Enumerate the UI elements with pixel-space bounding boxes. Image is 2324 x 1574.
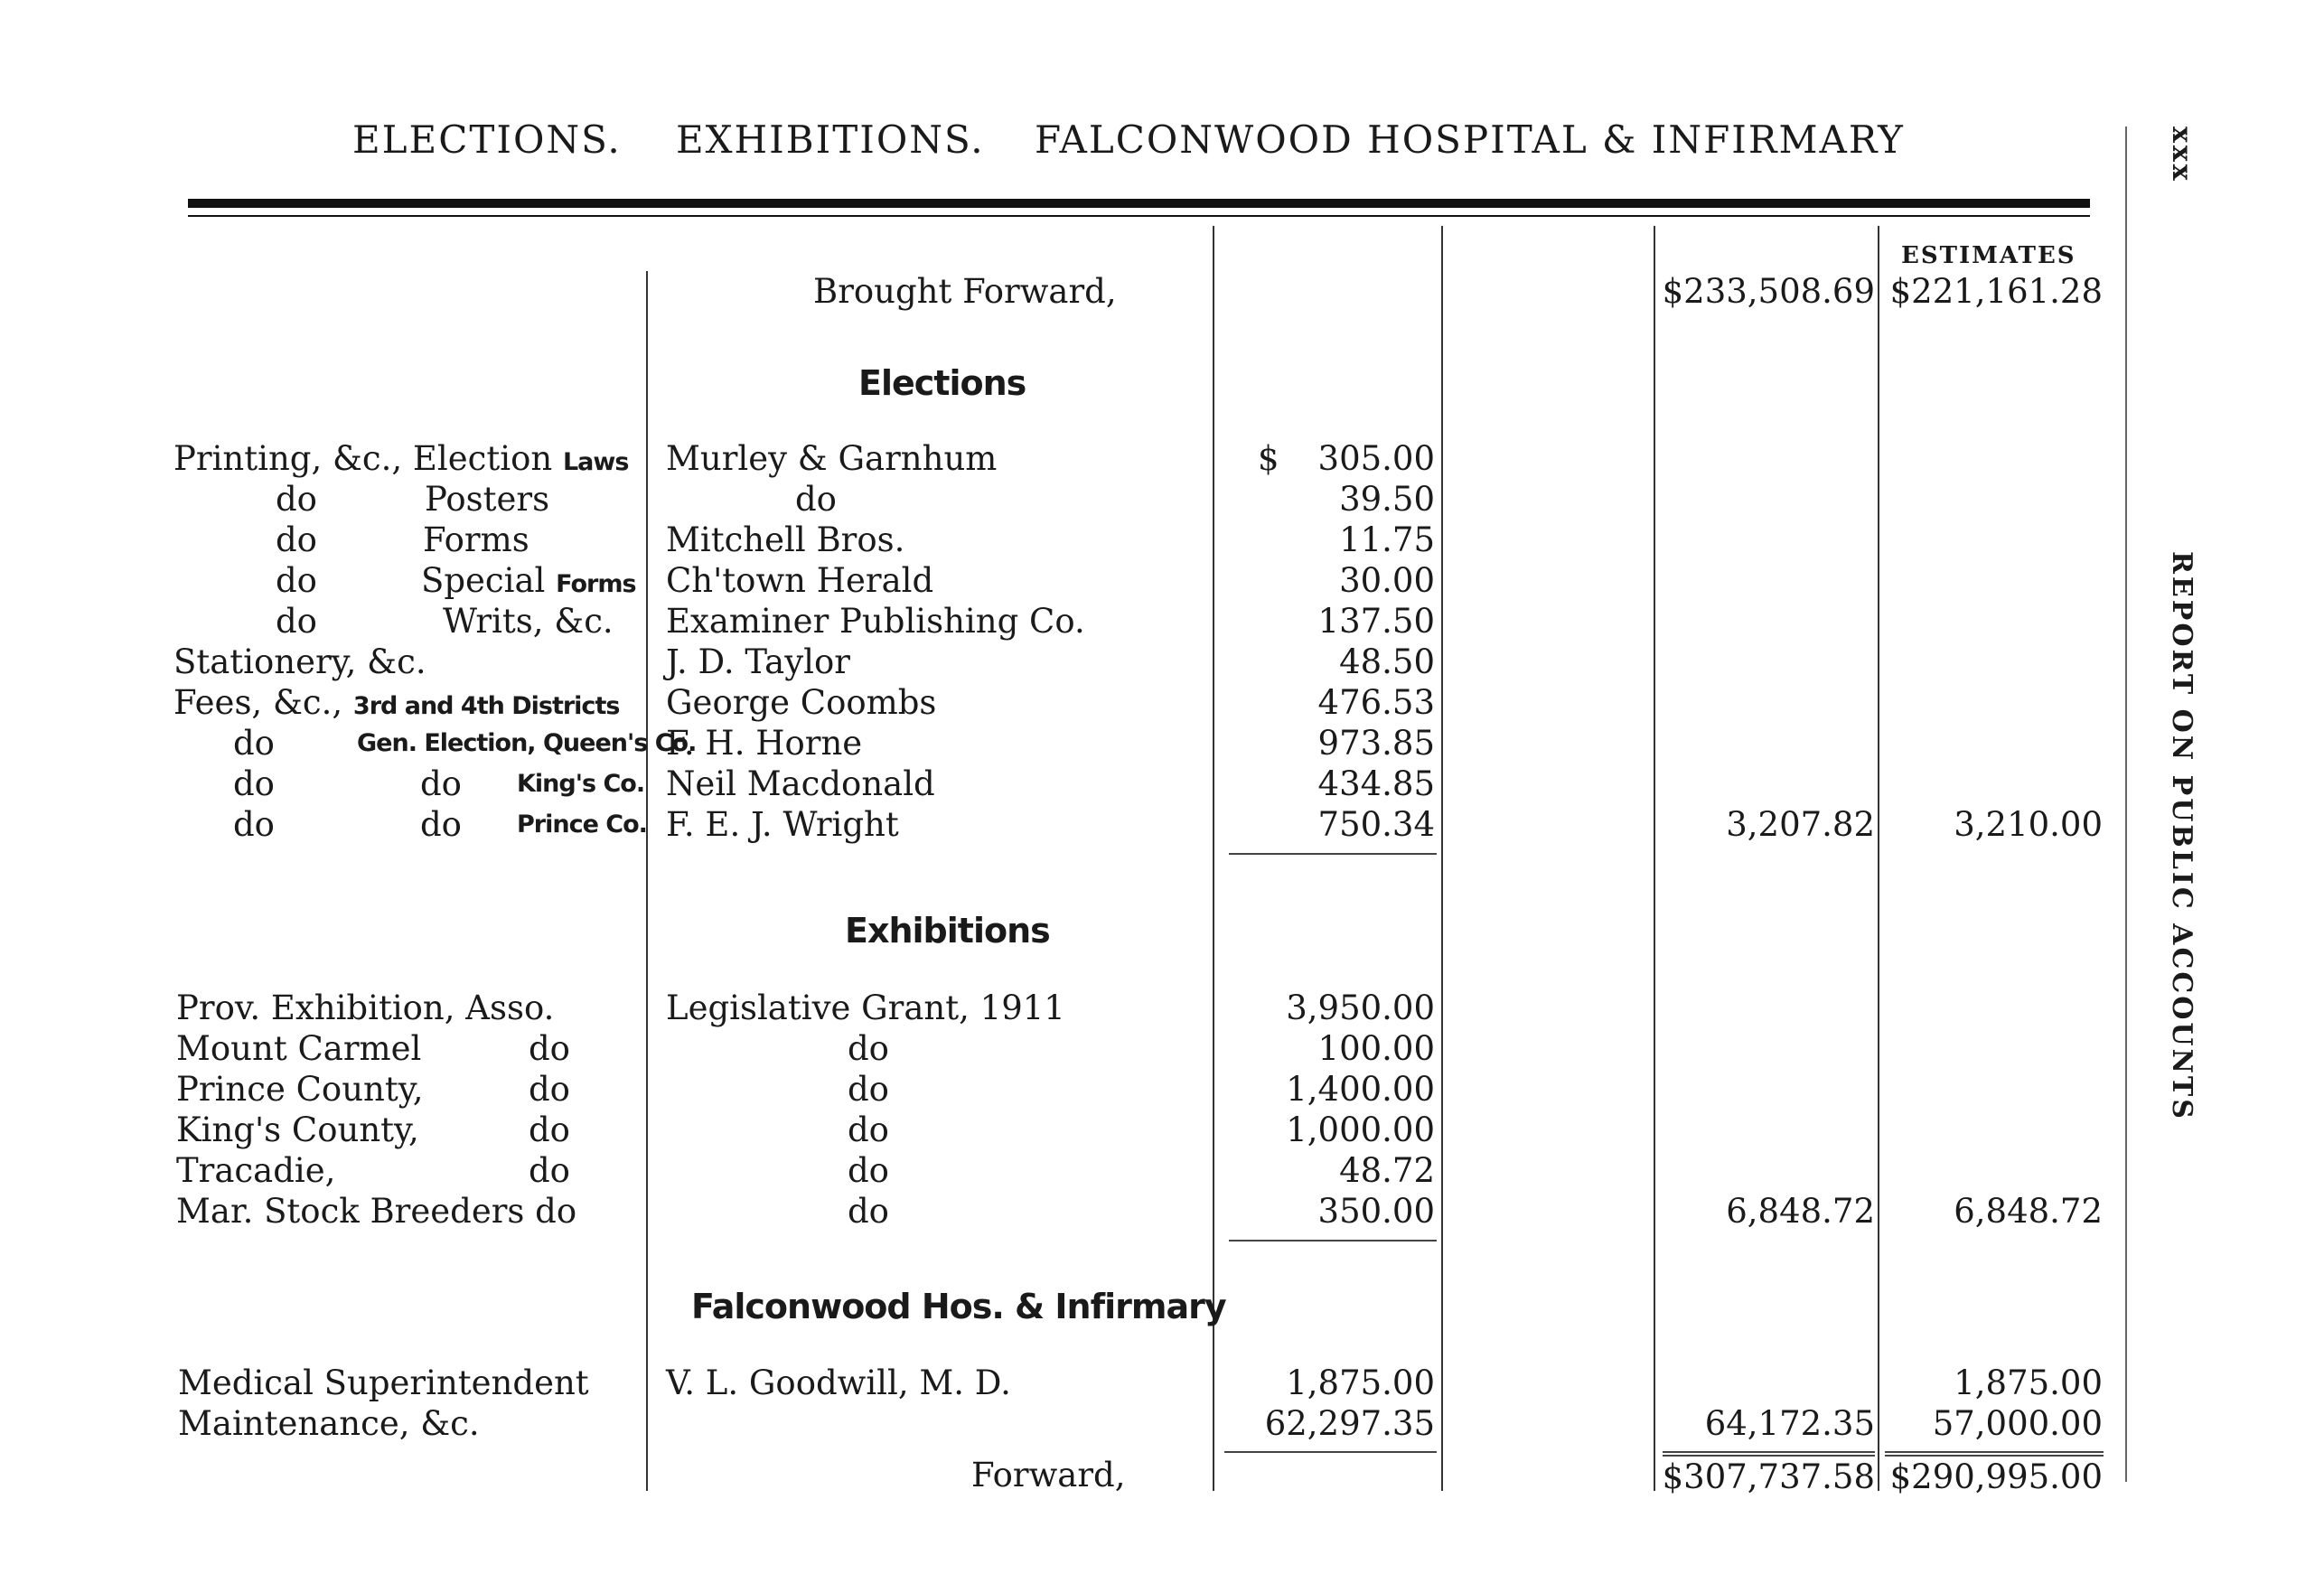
forward-label: Forward, bbox=[971, 1456, 1126, 1494]
estimates-label: ESTIMATES bbox=[1901, 242, 2076, 269]
dollar-sign: $ bbox=[1258, 439, 1279, 478]
item-do: do bbox=[276, 480, 317, 519]
col-line-4 bbox=[1654, 226, 1655, 1491]
exhibitions-sum-rule bbox=[1229, 1240, 1437, 1241]
payee: Examiner Publishing Co. bbox=[666, 602, 1085, 641]
page-number: xxx bbox=[2166, 126, 2197, 183]
payee: do bbox=[795, 480, 837, 519]
header-elections: ELECTIONS. bbox=[352, 117, 622, 162]
amount: 1,400.00 bbox=[1286, 1070, 1435, 1109]
falconwood-total: 64,172.35 bbox=[1704, 1404, 1875, 1443]
item: Prince County, bbox=[176, 1070, 424, 1109]
falconwood-title: Falconwood Hos. & Infirmary bbox=[691, 1287, 1226, 1326]
amount: 350.00 bbox=[1317, 1192, 1435, 1231]
amount: 30.00 bbox=[1339, 561, 1435, 600]
item-do: do bbox=[529, 1070, 570, 1109]
elections-title: Elections bbox=[858, 363, 1026, 403]
item: Prov. Exhibition, Asso. bbox=[176, 988, 555, 1027]
brought-forward-label: Brought Forward, bbox=[813, 272, 1117, 311]
amount: 3,950.00 bbox=[1286, 988, 1435, 1027]
amount: 434.85 bbox=[1317, 764, 1435, 803]
estimate: 1,875.00 bbox=[1954, 1363, 2103, 1402]
amount: 11.75 bbox=[1339, 520, 1435, 559]
exhibitions-estimate: 6,848.72 bbox=[1954, 1192, 2103, 1231]
payee: do bbox=[848, 1070, 889, 1109]
item-do: do bbox=[233, 805, 275, 844]
item-do: do bbox=[420, 764, 462, 803]
amount: 973.85 bbox=[1317, 724, 1435, 763]
amount: 48.50 bbox=[1339, 642, 1435, 681]
item: Tracadie, bbox=[176, 1151, 336, 1190]
amount: 100.00 bbox=[1317, 1029, 1435, 1068]
payee: Murley & Garnhum bbox=[666, 439, 998, 478]
item-detail: Writs, &c. bbox=[443, 602, 614, 641]
falconwood-sum-rule bbox=[1224, 1451, 1437, 1453]
amount: 137.50 bbox=[1317, 602, 1435, 641]
forward-estimate: $290,995.00 bbox=[1889, 1457, 2103, 1496]
amount: 62,297.35 bbox=[1264, 1404, 1435, 1443]
item-do: do bbox=[529, 1029, 570, 1068]
item-detail: Gen. Election, Queen's Co. bbox=[357, 729, 697, 757]
brought-forward-estimate: $221,161.28 bbox=[1889, 272, 2103, 311]
item-do: do bbox=[529, 1151, 570, 1190]
payee: F. H. Horne bbox=[666, 724, 863, 763]
header-rule-thick bbox=[188, 199, 2090, 208]
side-title: REPORT ON PUBLIC ACCOUNTS bbox=[2166, 551, 2197, 1121]
item: Fees, &c., 3rd and 4th Districts bbox=[173, 683, 620, 722]
item-do: do bbox=[233, 724, 275, 763]
col-line-5 bbox=[1878, 226, 1879, 1491]
item-do: do bbox=[420, 805, 462, 844]
item-do: do bbox=[276, 602, 317, 641]
payee: George Coombs bbox=[666, 683, 937, 722]
item: Mar. Stock Breeders do bbox=[176, 1192, 577, 1231]
brought-forward-total: $233,508.69 bbox=[1662, 272, 1875, 311]
payee: do bbox=[848, 1151, 889, 1190]
item: Maintenance, &c. bbox=[178, 1404, 480, 1443]
item-do: do bbox=[233, 764, 275, 803]
amount: 305.00 bbox=[1317, 439, 1435, 478]
amount: 1,000.00 bbox=[1286, 1110, 1435, 1149]
item-detail: Forms bbox=[423, 520, 529, 559]
header-falconwood: FALCONWOOD HOSPITAL & INFIRMARY bbox=[1035, 117, 1905, 162]
item: King's County, bbox=[176, 1110, 419, 1149]
payee: Ch'town Herald bbox=[666, 561, 934, 600]
amount: 1,875.00 bbox=[1286, 1363, 1435, 1402]
elections-estimate: 3,210.00 bbox=[1954, 805, 2103, 844]
payee: do bbox=[848, 1110, 889, 1149]
payee: do bbox=[848, 1192, 889, 1231]
item-detail: Posters bbox=[425, 480, 550, 519]
forward-total: $307,737.58 bbox=[1662, 1457, 1875, 1496]
elections-sum-rule bbox=[1229, 853, 1437, 855]
payee: V. L. Goodwill, M. D. bbox=[666, 1363, 1011, 1402]
item: Medical Superintendent bbox=[178, 1363, 589, 1402]
header-exhibitions: EXHIBITIONS. bbox=[676, 117, 985, 162]
payee: Mitchell Bros. bbox=[666, 520, 905, 559]
amount: 750.34 bbox=[1317, 805, 1435, 844]
item-detail: Special Forms bbox=[421, 561, 636, 600]
exhibitions-total: 6,848.72 bbox=[1726, 1192, 1875, 1231]
amount: 476.53 bbox=[1317, 683, 1435, 722]
item-detail: King's Co. bbox=[517, 770, 645, 798]
col-line-1 bbox=[646, 271, 648, 1491]
elections-total: 3,207.82 bbox=[1726, 805, 1875, 844]
payee: J. D. Taylor bbox=[666, 642, 850, 681]
payee: F. E. J. Wright bbox=[666, 805, 899, 844]
exhibitions-title: Exhibitions bbox=[845, 911, 1050, 951]
item-do: do bbox=[276, 561, 317, 600]
amount: 39.50 bbox=[1339, 480, 1435, 519]
payee: Legislative Grant, 1911 bbox=[666, 988, 1065, 1027]
col-line-3 bbox=[1441, 226, 1443, 1491]
payee: do bbox=[848, 1029, 889, 1068]
item-do: do bbox=[276, 520, 317, 559]
header-rule-thin bbox=[188, 215, 2090, 217]
right-margin-line bbox=[2125, 126, 2127, 1482]
item: Stationery, &c. bbox=[173, 642, 426, 681]
item: Mount Carmel bbox=[176, 1029, 422, 1068]
amount: 48.72 bbox=[1339, 1151, 1435, 1190]
item-do: do bbox=[529, 1110, 570, 1149]
payee: Neil Macdonald bbox=[666, 764, 935, 803]
list-item: Printing, &c., Election Laws bbox=[173, 439, 629, 478]
item-detail: Prince Co. bbox=[517, 810, 647, 839]
estimate: 57,000.00 bbox=[1932, 1404, 2103, 1443]
